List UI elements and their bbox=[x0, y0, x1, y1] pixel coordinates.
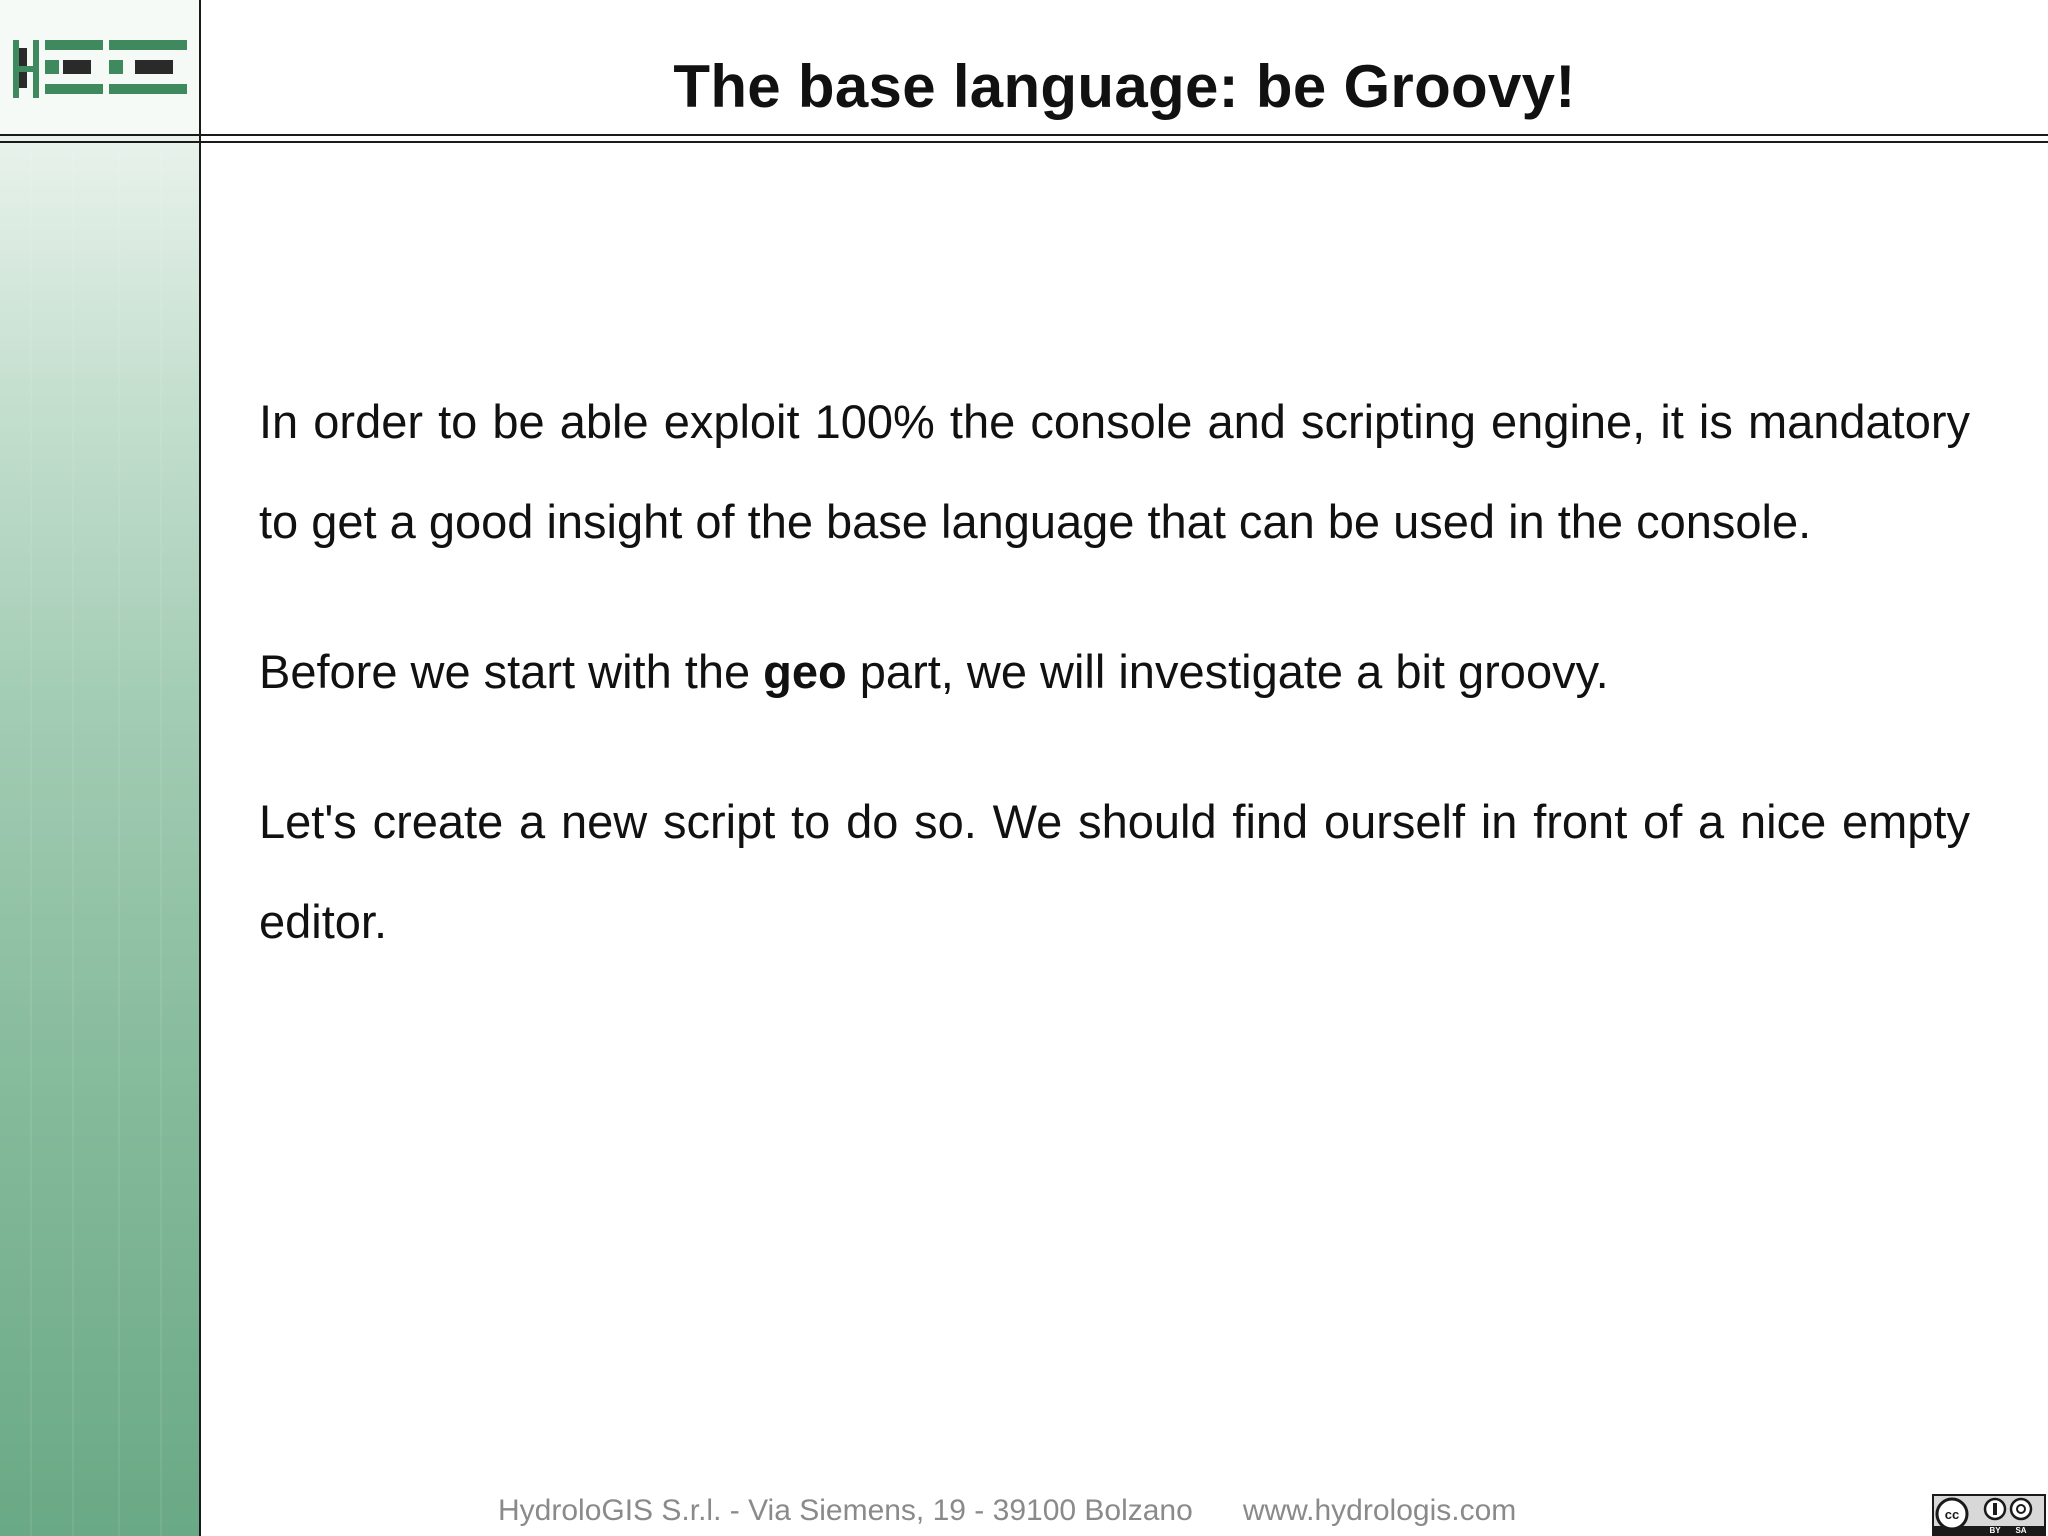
sidebar-gradient bbox=[0, 0, 199, 1536]
slide-body bbox=[259, 372, 1970, 1022]
geo-emphasis: geo bbox=[763, 645, 847, 698]
footer bbox=[498, 1494, 1516, 1528]
footer-website[interactable]: www.hydrologis.com bbox=[1242, 1494, 1517, 1527]
sidebar-divider bbox=[199, 0, 201, 1536]
paragraph-geo-start: Before we start with the bbox=[259, 645, 764, 698]
cc-label: cc bbox=[1944, 1507, 1960, 1522]
footer-address: HydroloGIS S.r.l. - Via Siemens, 19 - 39100 Bolzano bbox=[498, 1494, 1193, 1527]
cc-by-sa-badge[interactable] bbox=[1932, 1494, 2046, 1536]
sa-label: SA bbox=[2015, 1526, 2027, 1535]
paragraph-geo-end: part, we will investigate a bit groovy. bbox=[846, 645, 1609, 698]
logo-area bbox=[0, 0, 199, 134]
paragraph-geo bbox=[259, 622, 1970, 722]
by-label: BY bbox=[1989, 1526, 2001, 1535]
slide-title: The base language: be Groovy! bbox=[673, 53, 1576, 120]
sa-icon bbox=[2011, 1499, 2031, 1519]
title-rule-top bbox=[0, 134, 2048, 136]
hydrologis-logo bbox=[11, 36, 191, 106]
title-rule-bottom bbox=[0, 141, 2048, 143]
paragraph-script: Let's create a new script to do so. We should find ourself in front of a nice empty editor. bbox=[259, 795, 1970, 948]
paragraph-intro: In order to be able exploit 100% the console and scripting engine, it is mandatory to get a good insight of the base language that can be used in the console. bbox=[259, 395, 1970, 548]
